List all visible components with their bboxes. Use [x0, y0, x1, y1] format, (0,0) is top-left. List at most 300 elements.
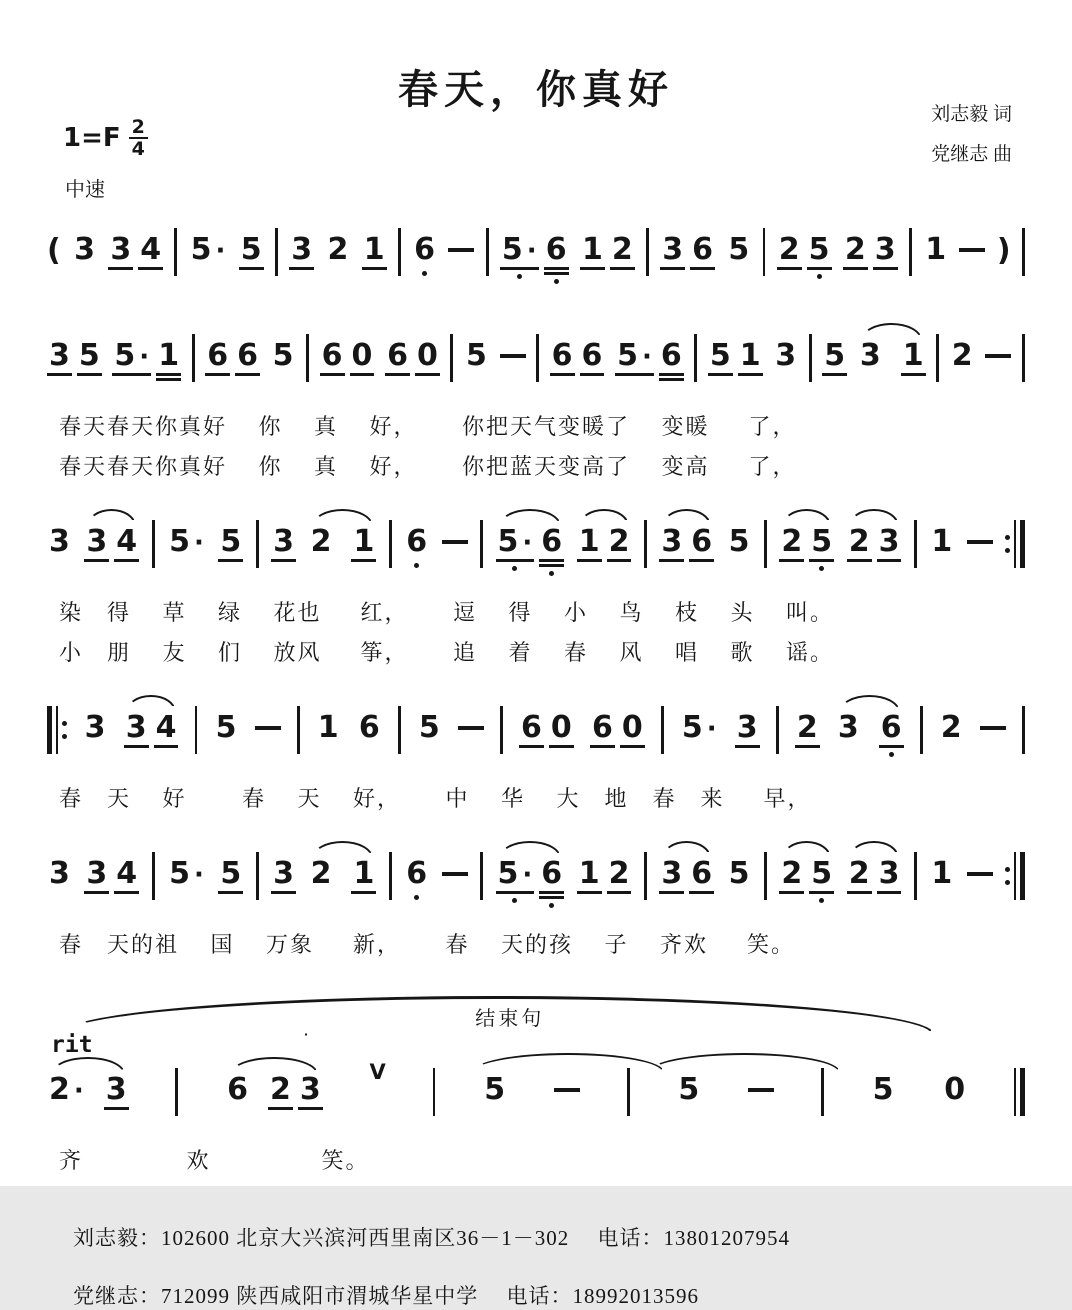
note-3 [877, 858, 902, 894]
credits [931, 95, 1012, 175]
barline [644, 852, 647, 900]
note-digit: 6 [358, 710, 380, 745]
low-octave-dot [422, 271, 427, 276]
barline [195, 706, 198, 754]
beam-group [519, 712, 574, 748]
barline [644, 520, 647, 568]
note-digit: 1 [577, 858, 602, 894]
low-octave-dot [817, 274, 822, 279]
low-octave-dot [512, 898, 517, 903]
note-5 [167, 858, 206, 891]
note-5 [727, 526, 752, 559]
note-digit: 3 [104, 1074, 129, 1110]
note-digit: 5 [418, 710, 440, 745]
beam-group [84, 858, 139, 894]
note-5 [708, 340, 733, 376]
note-digit: 2 [795, 712, 820, 748]
note-3 [47, 526, 72, 559]
note-digit: 3 [49, 524, 70, 559]
note-digit: 4 [114, 858, 139, 894]
 [1014, 1068, 1017, 1116]
note-digit: 3 [84, 858, 109, 894]
note-digit: 2 [268, 1074, 293, 1110]
beam-group-slur [577, 526, 632, 562]
beam-group-slur [847, 858, 902, 894]
low-octave-dot [819, 566, 824, 571]
note-digit: 0 [620, 712, 645, 748]
note-2 [847, 526, 872, 562]
sixteenth-underline [544, 272, 569, 275]
note-digit: 5 [872, 1072, 894, 1107]
note-digit: 6 [550, 340, 575, 376]
sixteenth-underline [539, 896, 564, 899]
barline [306, 334, 309, 382]
note-2 [777, 234, 802, 270]
low-octave-dot [517, 274, 522, 279]
note-digit: 3 [873, 234, 898, 270]
barline [661, 706, 664, 754]
note-5 [239, 234, 264, 270]
duration-dash [442, 540, 468, 544]
note-6 [412, 234, 437, 276]
beam-group [500, 234, 569, 284]
note-digit: 5 · [169, 856, 204, 891]
contact-info [45, 1222, 1027, 1310]
barline [764, 852, 767, 900]
note-digit: 6 [544, 234, 569, 270]
system-intro [45, 220, 1027, 296]
beam-group [615, 340, 684, 381]
note-5 [496, 526, 535, 571]
note-3 [271, 526, 296, 562]
note-digit: 1 [901, 340, 926, 376]
beam-group [777, 234, 832, 279]
note-6 [519, 712, 544, 748]
note-3 [271, 858, 296, 894]
parenthesis: ( [47, 233, 61, 268]
note-digit: 5 · [496, 526, 535, 562]
system-verse-2 [45, 512, 1027, 668]
note-6 [550, 340, 575, 376]
note-digit: 2 [607, 526, 632, 562]
note-digit: 1 [362, 234, 387, 270]
dot-augmentation: · [526, 236, 537, 266]
barline [192, 334, 195, 382]
slur-group [225, 1074, 323, 1110]
note-digit: 6 [227, 1072, 248, 1107]
tempo-marking: 中速 [65, 179, 105, 201]
barline [256, 520, 259, 568]
note-digit: 3 [124, 712, 149, 748]
note-digit: 6 [406, 524, 428, 559]
lyric-line: 小 朋 友 们 放风 筝， 追 着 春 风 唱 歌 谣。 [59, 640, 835, 665]
note-digit: 5 [215, 710, 237, 745]
note-0 [549, 712, 574, 748]
sixteenth-underline [539, 564, 564, 567]
note-5 [822, 340, 847, 376]
note-digit: 3 [271, 858, 296, 894]
note-digit: 6 [690, 234, 715, 270]
note-6 [225, 1074, 250, 1107]
note-1 [923, 234, 948, 267]
barline [389, 852, 392, 900]
sixteenth-underline [659, 378, 684, 381]
duration-dash [458, 726, 484, 730]
note-5 [189, 234, 228, 267]
dot-augmentation: · [522, 860, 533, 890]
note-digit: 6 [539, 858, 564, 894]
note-digit: 2 [310, 524, 332, 559]
barline [694, 334, 697, 382]
note-5 [676, 1074, 701, 1107]
note-5 [726, 234, 751, 267]
dot-augmentation: · [522, 528, 533, 558]
note-6 [580, 340, 605, 376]
beam-group [843, 234, 898, 270]
note-5 [871, 1074, 896, 1107]
beam-group-slur [847, 526, 902, 562]
note-digit: 6 [519, 712, 544, 748]
barline [275, 228, 278, 276]
note-digit: 3 [49, 856, 70, 891]
note-3 [298, 1074, 323, 1110]
low-octave-dot [889, 752, 894, 757]
note-3 [124, 712, 149, 748]
note-4 [154, 712, 179, 748]
composer-credit: 党继志 曲 [931, 144, 1012, 165]
note-digit: 5 [809, 858, 834, 894]
ending-phrase-label: 结束句 [467, 1002, 552, 1031]
key-label: 1=F [63, 123, 121, 153]
barline [764, 520, 767, 568]
note-5 [417, 712, 442, 745]
note-5 [271, 340, 296, 373]
lyric-line: 春 天的祖 国 万象 新， 春 天的孩 子 齐欢 笑。 [59, 932, 796, 957]
note-digit: 4 [154, 712, 179, 748]
note-1 [156, 340, 181, 381]
note-digit: 5 [678, 1072, 700, 1107]
note-digit: 3 [659, 526, 684, 562]
note-2 [843, 234, 868, 270]
note-0 [620, 712, 645, 748]
note-digit: 6 [406, 856, 428, 891]
note-5 [809, 526, 834, 571]
note-2 [268, 1074, 293, 1110]
barline [914, 520, 917, 568]
note-3 [72, 234, 97, 267]
note-digit: 3 [47, 340, 72, 376]
note-digit: 5 [218, 858, 243, 894]
note-4 [138, 234, 163, 270]
music-line [45, 512, 1027, 588]
note-digit: 6 [320, 340, 345, 376]
note-digit: 1 [738, 340, 763, 376]
parenthesis: ) [996, 233, 1011, 268]
note-6 [205, 340, 230, 376]
barline [936, 334, 939, 382]
note-2 [779, 526, 804, 562]
beam-group [205, 340, 260, 376]
tie-arc [649, 1053, 840, 1072]
barline [627, 1068, 630, 1116]
music-line [45, 220, 1027, 296]
note-digit: 2 [310, 856, 332, 891]
note-2 [325, 234, 350, 267]
note-1 [929, 858, 954, 891]
note-digit: 6 [689, 526, 714, 562]
note-digit: 2 [777, 234, 802, 270]
note-digit: 3 [659, 858, 684, 894]
note-digit: 1 [577, 526, 602, 562]
note-6 [539, 526, 564, 576]
note-6 [320, 340, 345, 376]
note-3 [47, 858, 72, 891]
note-6 [385, 340, 410, 376]
note-3 [877, 526, 902, 562]
note-3 [108, 234, 133, 270]
lyric-line: 春天春天你真好 你 真 好， 你把蓝天变高了 变高 了， [59, 454, 797, 479]
low-octave-dot [819, 898, 824, 903]
note-digit: 6 [580, 340, 605, 376]
barline [763, 228, 766, 276]
note-digit: 5 [239, 234, 264, 270]
lyricist-credit: 刘志毅 词 [931, 104, 1012, 125]
beam-group-slur [496, 858, 565, 908]
beam-group [660, 234, 715, 270]
note-digit: 5 · [112, 340, 151, 376]
rit-marking: rit [51, 1032, 93, 1058]
note-1 [351, 526, 376, 562]
note-digit: 6 [689, 858, 714, 894]
note-digit: 1 [351, 526, 376, 562]
note-5 [167, 526, 206, 559]
slur-group [309, 526, 377, 562]
note-5 [727, 858, 752, 891]
key-signature [63, 117, 1027, 159]
note-digit: 0 [350, 340, 375, 376]
beam-group-slur [659, 526, 714, 562]
barline [920, 706, 923, 754]
note-digit: 5 [809, 526, 834, 562]
note-0 [942, 1074, 967, 1107]
barline [398, 706, 401, 754]
barline [914, 852, 917, 900]
note-digit: 6 [414, 232, 435, 267]
barline [152, 852, 155, 900]
barline [389, 520, 392, 568]
barline [646, 228, 649, 276]
barline [809, 334, 812, 382]
note-digit: 5 · [500, 234, 539, 270]
note-6 [404, 858, 429, 900]
note-5 [218, 858, 243, 894]
note-digit: 1 [931, 524, 953, 559]
note-digit: 5 [708, 340, 733, 376]
note-3 [84, 526, 109, 562]
note-digit: 0 [944, 1072, 966, 1107]
note-digit: 2 · [49, 1072, 84, 1107]
barline [297, 706, 300, 754]
note-3 [84, 858, 109, 894]
note-2 [939, 712, 964, 745]
note-digit: 4 [138, 234, 163, 270]
note-digit: 5 [465, 338, 487, 373]
note-digit: 1 [925, 232, 947, 267]
note-6 [544, 234, 569, 284]
duration-dash [442, 872, 468, 876]
 [1020, 1068, 1025, 1116]
note-2 [779, 858, 804, 894]
note-1 [929, 526, 954, 559]
beam-group-slur [779, 526, 834, 571]
note-4 [114, 858, 139, 894]
system-verse-1 [45, 326, 1027, 482]
time-signature-denominator: 4 [131, 138, 145, 160]
music-line [45, 326, 1027, 402]
dot-augmentation: · [641, 342, 652, 372]
beam-group [577, 858, 632, 894]
note-digit: 5 · [496, 858, 535, 894]
repeat-end-barline [1005, 520, 1025, 568]
note-digit: 5 [822, 340, 847, 376]
note-digit: 3 [837, 710, 859, 745]
duration-dash [554, 1088, 580, 1092]
note-digit: 6 [385, 340, 410, 376]
note-digit: 2 [327, 232, 349, 267]
note-digit: 5 [272, 338, 294, 373]
dot-augmentation: · [215, 236, 226, 266]
note-2 [309, 858, 334, 891]
note-2 [309, 526, 334, 559]
duration-dash [967, 540, 993, 544]
beam-group [320, 340, 375, 376]
barline [433, 1068, 436, 1116]
note-0 [350, 340, 375, 376]
note-digit: 5 [728, 856, 750, 891]
dot-augmentation: · [193, 860, 204, 890]
note-5 [214, 712, 239, 745]
note-digit: 2 [843, 234, 868, 270]
beam-group-slur [659, 858, 714, 894]
note-digit: 5 [77, 340, 102, 376]
note-digit: 5 · [190, 232, 226, 267]
note-2 [607, 526, 632, 562]
note-digit: 6 [659, 340, 684, 376]
note-digit: 0 [415, 340, 440, 376]
note-3 [858, 340, 883, 373]
repeat-start-barline [47, 706, 67, 754]
contact-composer: 党继志：712099 陕西咸阳市渭城华星中学 电话：18992013596 [73, 1284, 699, 1308]
note-digit: 6 [590, 712, 615, 748]
note-digit: 5 [484, 1072, 506, 1107]
duration-dash [748, 1088, 774, 1092]
barline [450, 334, 453, 382]
note-4 [114, 526, 139, 562]
dot-augmentation: · [139, 342, 150, 372]
contact-lyricist: 刘志毅：102600 北京大兴滨河西里南区36－1－302 电话：13801207954 [73, 1226, 790, 1250]
note-digit: 3 [271, 526, 296, 562]
duration-dash [967, 872, 993, 876]
note-1 [351, 858, 376, 894]
note-5 [77, 340, 102, 376]
lyric-line: 齐 欢 笑。 [59, 1148, 370, 1173]
note-5 [809, 858, 834, 903]
fermata-arc [303, 1033, 309, 1056]
tie-arc [472, 1053, 663, 1072]
barline [909, 228, 912, 276]
note-digit: 2 [610, 234, 635, 270]
note-6 [690, 234, 715, 270]
note-digit: 6 [205, 340, 230, 376]
note-2 [47, 1074, 86, 1107]
barline [1022, 228, 1025, 276]
note-digit: 2 [940, 710, 962, 745]
slur-group [309, 858, 377, 894]
lyric-line: 春 天 好 春 天 好， 中 华 大 地 春 来 早， [59, 786, 812, 811]
note-6 [357, 712, 382, 745]
beam-group [550, 340, 605, 376]
note-3 [836, 712, 861, 745]
beam-group [580, 234, 635, 270]
barline [480, 520, 483, 568]
note-6 [689, 858, 714, 894]
score [45, 220, 1027, 1176]
note-digit: 5 · [615, 340, 654, 376]
music-line [45, 698, 1027, 774]
beam-group-slur [496, 526, 565, 576]
note-3 [659, 526, 684, 562]
note-1 [577, 526, 602, 562]
note-digit: 3 [108, 234, 133, 270]
note-digit: 3 [735, 712, 760, 748]
 [56, 706, 59, 754]
note-2 [795, 712, 820, 748]
final-barline [1014, 1068, 1025, 1116]
note-6 [689, 526, 714, 562]
note-digit: 3 [859, 338, 881, 373]
slur-group [836, 712, 904, 757]
note-digit: 2 [847, 526, 872, 562]
note-digit: 2 [951, 338, 973, 373]
duration-dash [500, 354, 526, 358]
beam-group-slur [124, 712, 179, 748]
barline [821, 1068, 824, 1116]
note-digit: 1 [351, 858, 376, 894]
note-1 [901, 340, 926, 376]
note-digit: 3 [298, 1074, 323, 1110]
low-octave-dot [549, 903, 554, 908]
note-5 [482, 1074, 507, 1107]
note-digit: 5 [807, 234, 832, 270]
note-digit: 5 [728, 524, 750, 559]
fermata [303, 1036, 325, 1054]
barline [480, 852, 483, 900]
note-2 [610, 234, 635, 270]
note-digit: 5 [218, 526, 243, 562]
note-3 [47, 340, 72, 376]
note-digit: 1 [156, 340, 181, 376]
note-digit: 3 [775, 338, 797, 373]
barline [536, 334, 539, 382]
system-chorus-2 [45, 844, 1027, 960]
note-3 [289, 234, 314, 270]
slur-group [858, 340, 926, 376]
barline [256, 852, 259, 900]
note-digit: 3 [660, 234, 685, 270]
barline [1022, 706, 1025, 754]
 [1020, 852, 1025, 900]
repeat-end-barline [1005, 852, 1025, 900]
